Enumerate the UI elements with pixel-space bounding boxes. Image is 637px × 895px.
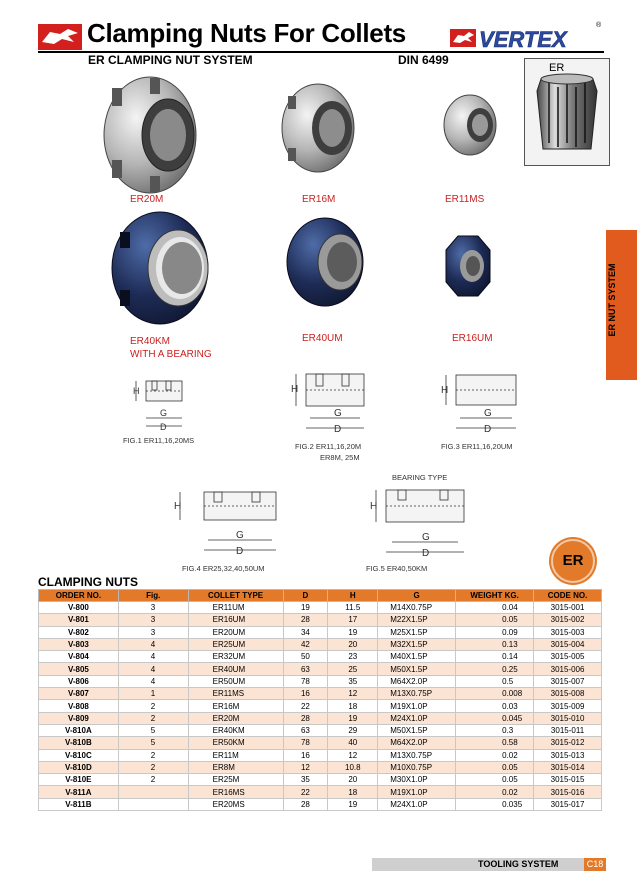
table-cell: 19 xyxy=(328,798,378,810)
table-cell: 0.05 xyxy=(456,774,534,786)
table-cell: 0.09 xyxy=(456,626,534,638)
table-row xyxy=(39,688,602,700)
table-cell: 1 xyxy=(118,688,188,700)
table-cell: 40 xyxy=(328,737,378,749)
table-cell: V-810A xyxy=(39,724,119,736)
table-cell: 3015-007 xyxy=(534,675,602,687)
fig3-g-label: G xyxy=(484,408,492,419)
table-cell: ER50KM xyxy=(188,737,283,749)
table-cell: ER16UM xyxy=(188,614,283,626)
table-cell: V-800 xyxy=(39,602,119,614)
table-cell: 0.02 xyxy=(456,786,534,798)
table-cell: 4 xyxy=(118,638,188,650)
table-cell: 0.035 xyxy=(456,798,534,810)
table-cell: M24X1.0P xyxy=(378,798,456,810)
table-cell: 22 xyxy=(283,700,328,712)
table-cell: 3015-009 xyxy=(534,700,602,712)
table-cell: 12 xyxy=(283,761,328,773)
table-cell: V-810C xyxy=(39,749,119,761)
table-cell: ER16M xyxy=(188,700,283,712)
fig4-g-label: G xyxy=(236,530,244,541)
product-label-er11ms: ER11MS xyxy=(445,194,485,205)
table-cell: 35 xyxy=(283,774,328,786)
er16um-nut-image xyxy=(446,236,490,296)
fig4-d-label: D xyxy=(236,546,244,557)
table-cell: 12 xyxy=(328,749,378,761)
table-row xyxy=(39,626,602,638)
table-header-row xyxy=(39,590,602,602)
col-header-d: D xyxy=(283,590,328,602)
fig4-h-label: H xyxy=(174,501,182,512)
table-cell: ER20UM xyxy=(188,626,283,638)
table-cell: 20 xyxy=(328,774,378,786)
table-cell: 5 xyxy=(118,724,188,736)
col-header-order-no: ORDER NO. xyxy=(39,590,119,602)
table-cell: 63 xyxy=(283,663,328,675)
table-cell: 22 xyxy=(283,786,328,798)
fig5-drawing xyxy=(370,490,464,559)
product-photos xyxy=(0,0,637,370)
table-cell: 16 xyxy=(283,749,328,761)
fig4-caption: FIG.4 ER25,32,40,50UM xyxy=(182,564,265,573)
bearing-type-label: BEARING TYPE xyxy=(392,473,448,482)
side-tab-label: ER NUT SYSTEM xyxy=(607,263,617,337)
table-cell: V-809 xyxy=(39,712,119,724)
table-cell: 2 xyxy=(118,749,188,761)
table-cell: M30X1.0P xyxy=(378,774,456,786)
table-cell: M50X1.5P xyxy=(378,663,456,675)
table-cell: 3 xyxy=(118,614,188,626)
registered-mark: ® xyxy=(596,22,602,29)
table-cell: M25X1.5P xyxy=(378,626,456,638)
table-cell: 12 xyxy=(328,688,378,700)
table-cell: ER50UM xyxy=(188,675,283,687)
table-cell: 20 xyxy=(328,638,378,650)
fig1-g-label: G xyxy=(160,408,168,418)
page-number: C18 xyxy=(584,858,606,871)
col-header-collet-type: COLLET TYPE xyxy=(188,590,283,602)
table-row xyxy=(39,712,602,724)
table-cell: 3015-005 xyxy=(534,651,602,663)
table-cell: 63 xyxy=(283,724,328,736)
fig3-d-label: D xyxy=(484,424,492,435)
table-cell: 78 xyxy=(283,675,328,687)
fig3-drawing xyxy=(441,375,516,435)
table-cell: 19 xyxy=(328,712,378,724)
table-cell: V-810D xyxy=(39,761,119,773)
table-row xyxy=(39,700,602,712)
table-cell: 3015-011 xyxy=(534,724,602,736)
fig1-h-label: H xyxy=(133,386,140,396)
fig5-h-label: H xyxy=(370,501,378,512)
table-cell: 11.5 xyxy=(328,602,378,614)
product-label-er16m: ER16M xyxy=(302,194,336,205)
table-cell: 3015-012 xyxy=(534,737,602,749)
table-cell: M50X1.5P xyxy=(378,724,456,736)
table-cell: 34 xyxy=(283,626,328,638)
table-cell xyxy=(118,798,188,810)
table-cell: 16 xyxy=(283,688,328,700)
table-cell: M64X2.0P xyxy=(378,675,456,687)
table-cell: 3 xyxy=(118,626,188,638)
table-cell: 2 xyxy=(118,712,188,724)
col-header-h: H xyxy=(328,590,378,602)
er-box-label: ER xyxy=(549,62,565,74)
table-cell: 3015-002 xyxy=(534,614,602,626)
col-header-weight: WEIGHT KG. xyxy=(456,590,534,602)
table-cell: 4 xyxy=(118,651,188,663)
table-cell: ER25M xyxy=(188,774,283,786)
table-cell: M22X1.5P xyxy=(378,614,456,626)
table-cell: 10.8 xyxy=(328,761,378,773)
table-cell: 42 xyxy=(283,638,328,650)
table-cell: 18 xyxy=(328,700,378,712)
table-cell: M64X2.0P xyxy=(378,737,456,749)
table-cell: 3 xyxy=(118,602,188,614)
fig1-d-label: D xyxy=(160,422,167,432)
table-cell: V-801 xyxy=(39,614,119,626)
table-row xyxy=(39,602,602,614)
table-cell: 3015-015 xyxy=(534,774,602,786)
table-row xyxy=(39,638,602,650)
table-row xyxy=(39,786,602,798)
product-label-bearing: WITH A BEARING xyxy=(130,349,212,360)
table-cell: V-811B xyxy=(39,798,119,810)
table-row xyxy=(39,798,602,810)
fig2-g-label: G xyxy=(334,408,342,419)
fig1-caption: FIG.1 ER11,16,20MS xyxy=(123,436,195,445)
fig1-drawing xyxy=(133,381,182,432)
table-row xyxy=(39,663,602,675)
table-cell: 0.3 xyxy=(456,724,534,736)
product-label-er40um: ER40UM xyxy=(302,333,343,344)
table-row xyxy=(39,614,602,626)
table-cell: M14X0.75P xyxy=(378,602,456,614)
page-subtitle: ER CLAMPING NUT SYSTEM xyxy=(88,53,253,67)
table-cell: V-806 xyxy=(39,675,119,687)
product-label-er40km: ER40KM xyxy=(130,336,171,347)
table-cell: 17 xyxy=(328,614,378,626)
table-cell: M10X0.75P xyxy=(378,761,456,773)
table-cell: ER11M xyxy=(188,749,283,761)
table-cell: 2 xyxy=(118,774,188,786)
table-cell: 19 xyxy=(328,626,378,638)
table-cell: V-810E xyxy=(39,774,119,786)
table-cell: M19X1.0P xyxy=(378,786,456,798)
fig2-caption: FIG.2 ER11,16,20M xyxy=(295,442,362,451)
fig5-caption: FIG.5 ER40,50KM xyxy=(366,564,428,573)
table-cell: M32X1.5P xyxy=(378,638,456,650)
table-cell: 3015-006 xyxy=(534,663,602,675)
er16m-nut-image xyxy=(282,84,354,172)
footer-section: TOOLING SYSTEM xyxy=(478,859,559,869)
col-header-fig: Fig. xyxy=(118,590,188,602)
table-cell: 4 xyxy=(118,675,188,687)
table-cell: 3015-016 xyxy=(534,786,602,798)
table-row xyxy=(39,737,602,749)
col-header-code-no: CODE NO. xyxy=(534,590,602,602)
table-cell: 0.04 xyxy=(456,602,534,614)
table-cell: 28 xyxy=(283,614,328,626)
table-cell xyxy=(118,786,188,798)
table-cell: 3015-001 xyxy=(534,602,602,614)
er20m-nut-image xyxy=(104,77,196,193)
table-row xyxy=(39,774,602,786)
table-cell: V-807 xyxy=(39,688,119,700)
table-cell: 0.03 xyxy=(456,700,534,712)
table-cell: 35 xyxy=(328,675,378,687)
fig2-drawing xyxy=(291,374,364,435)
col-header-g: G xyxy=(378,590,456,602)
table-cell: ER40KM xyxy=(188,724,283,736)
table-cell: 23 xyxy=(328,651,378,663)
table-row xyxy=(39,651,602,663)
er11ms-nut-image xyxy=(444,95,496,155)
table-cell: V-805 xyxy=(39,663,119,675)
table-cell: 3015-010 xyxy=(534,712,602,724)
table-cell: ER16MS xyxy=(188,786,283,798)
table-cell: 50 xyxy=(283,651,328,663)
table-cell: 0.5 xyxy=(456,675,534,687)
table-cell: ER32UM xyxy=(188,651,283,663)
table-cell: 0.58 xyxy=(456,737,534,749)
table-cell: ER25UM xyxy=(188,638,283,650)
technical-drawings xyxy=(0,370,637,580)
table-cell: 2 xyxy=(118,761,188,773)
table-cell: 28 xyxy=(283,712,328,724)
table-cell: V-804 xyxy=(39,651,119,663)
table-cell: 4 xyxy=(118,663,188,675)
table-cell: M40X1.5P xyxy=(378,651,456,663)
page-title: Clamping Nuts For Collets xyxy=(87,18,406,48)
er40km-nut-image xyxy=(112,212,208,324)
table-cell: M13X0.75P xyxy=(378,749,456,761)
table-cell: 3015-003 xyxy=(534,626,602,638)
fig2-d-label: D xyxy=(334,424,342,435)
table-cell: ER11MS xyxy=(188,688,283,700)
table-cell: ER20MS xyxy=(188,798,283,810)
fig3-caption: FIG.3 ER11,16,20UM xyxy=(441,442,513,451)
table-cell: 3015-013 xyxy=(534,749,602,761)
table-cell: ER11UM xyxy=(188,602,283,614)
table-cell: 2 xyxy=(118,700,188,712)
table-cell: 3015-004 xyxy=(534,638,602,650)
table-cell: M13X0.75P xyxy=(378,688,456,700)
brand-name: VERTEX xyxy=(479,27,567,50)
clamping-nuts-table xyxy=(38,589,602,811)
table-row xyxy=(39,675,602,687)
table-cell: 3015-017 xyxy=(534,798,602,810)
table-cell: V-802 xyxy=(39,626,119,638)
table-cell: 3015-014 xyxy=(534,761,602,773)
fig5-g-label: G xyxy=(422,532,430,543)
table-cell: 0.045 xyxy=(456,712,534,724)
table-cell: 28 xyxy=(283,798,328,810)
table-cell: V-808 xyxy=(39,700,119,712)
table-cell: 3015-008 xyxy=(534,688,602,700)
fig4-drawing xyxy=(174,492,276,557)
table-cell: 5 xyxy=(118,737,188,749)
table-cell: 25 xyxy=(328,663,378,675)
fig3-h-label: H xyxy=(441,385,449,396)
table-cell: 0.02 xyxy=(456,749,534,761)
table-cell: V-811A xyxy=(39,786,119,798)
table-cell: ER40UM xyxy=(188,663,283,675)
table-title: CLAMPING NUTS xyxy=(38,575,138,589)
product-label-er20m: ER20M xyxy=(130,194,164,205)
table-cell: 0.25 xyxy=(456,663,534,675)
table-cell: 18 xyxy=(328,786,378,798)
table-cell: ER20M xyxy=(188,712,283,724)
table-cell: 0.14 xyxy=(456,651,534,663)
table-cell: 78 xyxy=(283,737,328,749)
table-cell: 29 xyxy=(328,724,378,736)
table-cell: 0.13 xyxy=(456,638,534,650)
din-standard: DIN 6499 xyxy=(398,53,449,67)
table-cell: 0.008 xyxy=(456,688,534,700)
er-badge: ER xyxy=(551,539,595,583)
table-cell: 0.05 xyxy=(456,761,534,773)
table-row xyxy=(39,761,602,773)
table-cell: M24X1.0P xyxy=(378,712,456,724)
table-cell: V-803 xyxy=(39,638,119,650)
table-cell: M19X1.0P xyxy=(378,700,456,712)
er40um-nut-image xyxy=(287,218,363,306)
table-cell: 0.05 xyxy=(456,614,534,626)
table-row xyxy=(39,749,602,761)
table-row xyxy=(39,724,602,736)
table-cell: V-810B xyxy=(39,737,119,749)
fig5-d-label: D xyxy=(422,548,430,559)
product-label-er16um: ER16UM xyxy=(452,333,493,344)
table-cell: ER8M xyxy=(188,761,283,773)
table-cell: 19 xyxy=(283,602,328,614)
fig2-h-label: H xyxy=(291,384,299,395)
fig2-caption-line2: ER8M, 25M xyxy=(320,453,360,462)
